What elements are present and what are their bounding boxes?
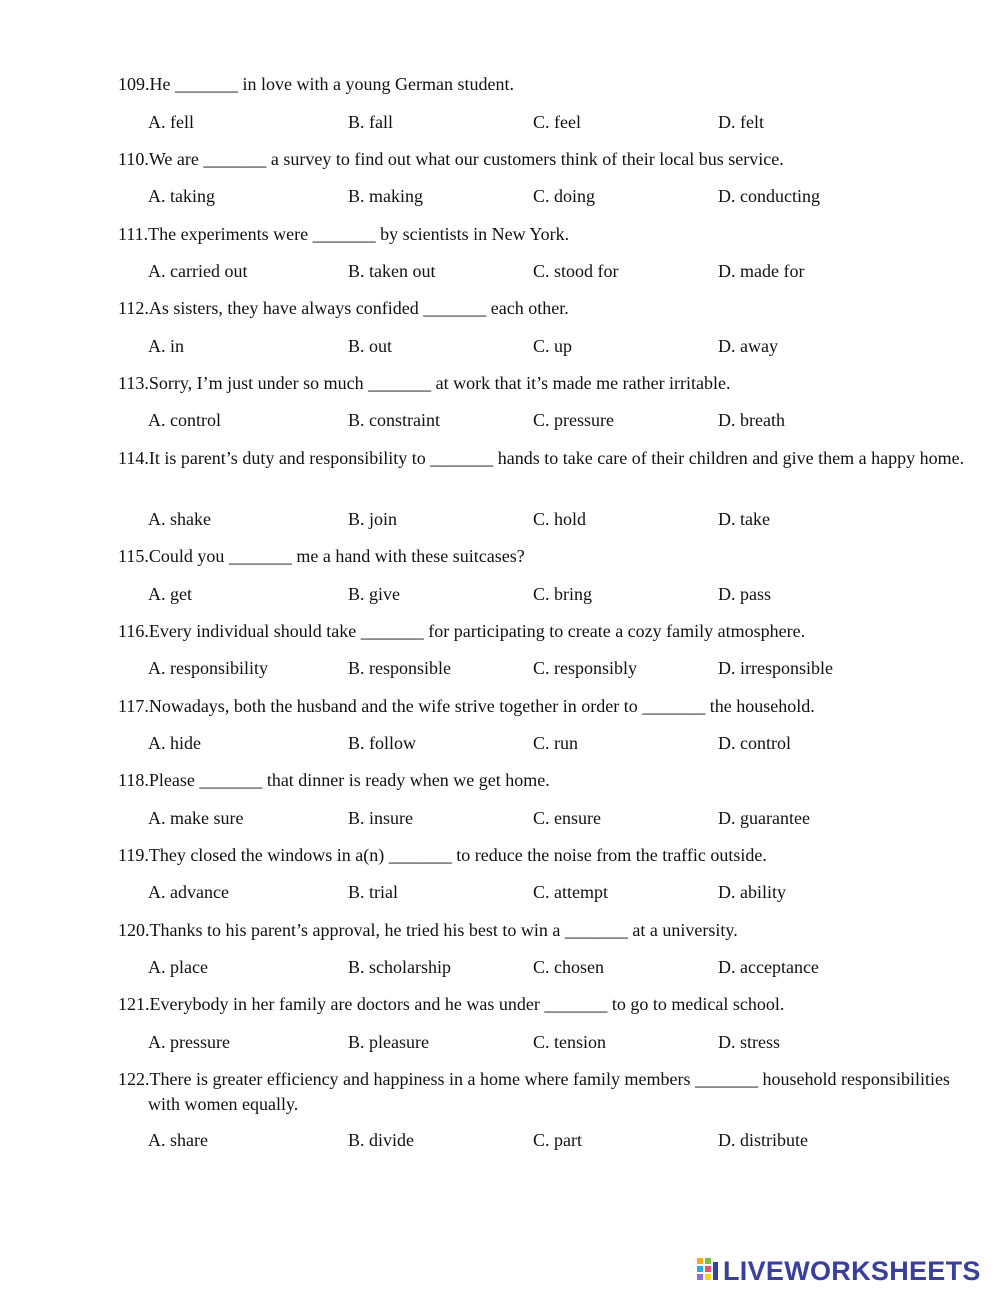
- question-options-110: [148, 184, 948, 209]
- option-a[interactable]: A. hide: [148, 733, 201, 753]
- question-stem-114: 114.It is parent’s duty and responsibility to _______ hands to take care of their children and give them a happy home.: [118, 448, 965, 468]
- option-a[interactable]: A. taking: [148, 186, 215, 206]
- option-a[interactable]: A. shake: [148, 509, 211, 529]
- option-c[interactable]: C. chosen: [533, 957, 604, 977]
- option-d[interactable]: D. irresponsible: [718, 658, 833, 678]
- option-b[interactable]: B. constraint: [348, 410, 440, 430]
- option-b[interactable]: B. responsible: [348, 658, 451, 678]
- question-stem-115: 115.Could you _______ me a hand with these suitcases?: [118, 546, 525, 566]
- option-a[interactable]: A. share: [148, 1130, 208, 1150]
- option-a[interactable]: A. responsibility: [148, 658, 268, 678]
- question-stem-118: 118.Please _______ that dinner is ready when we get home.: [118, 770, 550, 790]
- option-a[interactable]: A. get: [148, 584, 192, 604]
- option-d[interactable]: D. away: [718, 336, 778, 356]
- question-stem-113: 113.Sorry, I’m just under so much _______ at work that it’s made me rather irritable.: [118, 373, 731, 393]
- question-stem-121: 121.Everybody in her family are doctors and he was under _______ to go to medical school.: [118, 994, 785, 1014]
- option-d[interactable]: D. distribute: [718, 1130, 808, 1150]
- option-b[interactable]: B. trial: [348, 882, 398, 902]
- option-a[interactable]: A. in: [148, 336, 184, 356]
- option-b[interactable]: B. insure: [348, 808, 413, 828]
- option-b[interactable]: B. join: [348, 509, 398, 529]
- option-c[interactable]: C. stood for: [533, 261, 619, 281]
- option-a[interactable]: A. advance: [148, 882, 229, 902]
- option-b[interactable]: B. fall: [348, 112, 393, 132]
- option-b[interactable]: B. out: [348, 336, 393, 356]
- question-options-116: [148, 656, 948, 681]
- option-d[interactable]: D. guarantee: [718, 808, 810, 828]
- option-c[interactable]: C. bring: [533, 584, 593, 604]
- option-b[interactable]: B. making: [348, 186, 423, 206]
- option-a[interactable]: A. pressure: [148, 1032, 230, 1052]
- question-options-113: [148, 408, 948, 433]
- option-c[interactable]: C. attempt: [533, 882, 608, 902]
- question-options-115: [148, 582, 948, 607]
- option-b[interactable]: B. taken out: [348, 261, 436, 281]
- option-d[interactable]: D. felt: [718, 112, 764, 132]
- option-a[interactable]: A. carried out: [148, 261, 248, 281]
- question-options-117: [148, 731, 948, 756]
- question-stem-110: 110.We are _______ a survey to find out what our customers think of their local bus service.: [118, 149, 784, 169]
- option-c[interactable]: C. ensure: [533, 808, 601, 828]
- option-d[interactable]: D. acceptance: [718, 957, 819, 977]
- option-b[interactable]: B. pleasure: [348, 1032, 429, 1052]
- question-options-112: [148, 334, 948, 359]
- option-b[interactable]: B. scholarship: [348, 957, 451, 977]
- option-c[interactable]: C. responsibly: [533, 658, 638, 678]
- question-stem-111: 111.The experiments were _______ by scientists in New York.: [118, 224, 570, 244]
- option-d[interactable]: D. breath: [718, 410, 785, 430]
- question-options-120: [148, 955, 948, 980]
- option-d[interactable]: D. pass: [718, 584, 771, 604]
- question-stem-112: 112.As sisters, they have always confided _______ each other.: [118, 298, 569, 318]
- option-d[interactable]: D. take: [718, 509, 770, 529]
- question-stem-116: 116.Every individual should take _______ for participating to create a cozy family atmosphere.: [118, 621, 806, 641]
- question-options-119: [148, 880, 948, 905]
- option-d[interactable]: D. conducting: [718, 186, 820, 206]
- option-a[interactable]: A. fell: [148, 112, 194, 132]
- option-c[interactable]: C. up: [533, 336, 573, 356]
- liveworksheets-logo-icon: [697, 1258, 719, 1282]
- option-c[interactable]: C. doing: [533, 186, 596, 206]
- option-b[interactable]: B. give: [348, 584, 400, 604]
- liveworksheets-logo[interactable]: [697, 1256, 993, 1286]
- option-d[interactable]: D. control: [718, 733, 791, 753]
- question-stem-109: 109.He _______ in love with a young German student.: [118, 74, 514, 94]
- option-a[interactable]: A. control: [148, 410, 221, 430]
- question-options-114: [148, 507, 948, 532]
- option-a[interactable]: A. make sure: [148, 808, 244, 828]
- option-d[interactable]: D. ability: [718, 882, 786, 902]
- option-c[interactable]: C. tension: [533, 1032, 607, 1052]
- question-options-109: [148, 110, 948, 135]
- question-stem-120: 120.Thanks to his parent’s approval, he tried his best to win a _______ at a university.: [118, 920, 738, 940]
- question-stem-119: 119.They closed the windows in a(n) _______ to reduce the noise from the traffic outside.: [118, 845, 767, 865]
- option-d[interactable]: D. stress: [718, 1032, 780, 1052]
- option-b[interactable]: B. divide: [348, 1130, 414, 1150]
- question-options-122: [148, 1128, 948, 1153]
- option-c[interactable]: C. run: [533, 733, 578, 753]
- option-c[interactable]: C. part: [533, 1130, 582, 1150]
- option-c[interactable]: C. pressure: [533, 410, 614, 430]
- question-options-111: [148, 259, 948, 284]
- option-c[interactable]: C. feel: [533, 112, 581, 132]
- option-b[interactable]: B. follow: [348, 733, 417, 753]
- question-stem-117: 117.Nowadays, both the husband and the wife strive together in order to _______ the household.: [118, 696, 815, 716]
- question-stem-122: 122.There is greater efficiency and happiness in a home where family members _______ household responsibilities with women equally.: [118, 1069, 950, 1114]
- question-options-118: [148, 806, 948, 831]
- option-c[interactable]: C. hold: [533, 509, 587, 529]
- logo-text: LIVEWORKSHEETS: [723, 1256, 981, 1286]
- option-a[interactable]: A. place: [148, 957, 208, 977]
- question-options-121: [148, 1030, 948, 1055]
- option-d[interactable]: D. made for: [718, 261, 805, 281]
